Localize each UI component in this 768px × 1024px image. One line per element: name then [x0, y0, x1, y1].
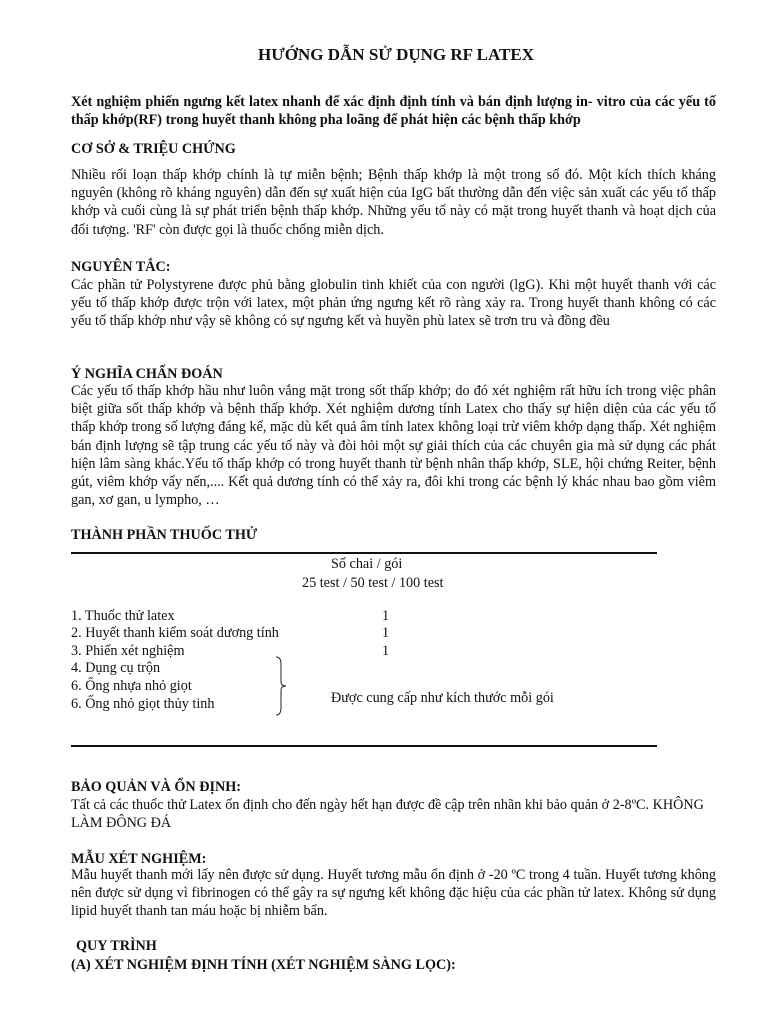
sample-paragraph: Mẫu huyết thanh mới lấy nên được sử dụng. Huyết tương mẫu ổn định ở -20 ºC trong 4 tuần. Huyết tương không nên được sử dụng vì fibrinogen có thể gây ra sự ngưng kết không đặc hiệu của các phần tử latex. Không sử dụng lipid huyết thanh tan máu hoặc bị nhiễm bẩn.: [71, 867, 716, 920]
bracket-icon: [275, 656, 291, 716]
storage-heading: BẢO QUẢN VÀ ỔN ĐỊNH:: [71, 779, 241, 795]
table-row-qty: 1: [382, 643, 390, 659]
table-top-rule: [71, 552, 657, 554]
table-row-item: 1. Thuốc thử latex: [71, 608, 175, 624]
table-row-item: 3. Phiến xét nghiệm: [71, 643, 185, 659]
sample-heading: MẪU XÉT NGHIỆM:: [71, 851, 207, 867]
basis-paragraph: Nhiều rối loạn thấp khớp chính là tự miễn bệnh; Bệnh thấp khớp là một trong số đó. Một kích thích kháng nguyên (không rõ kháng nguyên) dẫn đến sự xuất hiện của IgG bất thường dẫn đến việc sản xuất các yếu tố thấp khớp và cuối cùng là sự phát triển bệnh thấp khớp. Những yếu tố này có mặt trong huyết thanh và hoạt dịch của đối tượng. 'RF' còn được gọi là thuốc chống miễn dịch.: [71, 167, 716, 238]
reagents-heading: THÀNH PHẦN THUỐC THỬ: [71, 527, 258, 543]
document-title: HƯỚNG DẪN SỬ DỤNG RF LATEX: [258, 45, 534, 64]
table-row-item: 2. Huyết thanh kiểm soát dương tính: [71, 625, 279, 641]
table-row-item: 6. Ống nhỏ giọt thủy tinh: [71, 696, 215, 712]
procedure-subheading: (A) XÉT NGHIỆM ĐỊNH TÍNH (XÉT NGHIỆM SÀNG LỌC):: [71, 957, 456, 973]
table-bottom-rule: [71, 745, 657, 747]
principle-paragraph: Các phần tử Polystyrene được phủ bằng globulin tinh khiết của con người (lgG). Khi một huyết thanh với các yếu tố thấp khớp được trộn với latex, một phản ứng ngưng kết rõ ràng xảy ra. Trong huyết thanh không có các yếu tố thấp khớp như vậy sẽ không có sự ngưng kết và huyền phù latex sẽ trơn tru và đồng đều: [71, 277, 716, 330]
basis-heading: CƠ SỞ & TRIỆU CHỨNG: [71, 141, 236, 157]
table-header-bottles: Số chai / gói: [331, 556, 403, 572]
storage-paragraph: Tất cả các thuốc thử Latex ổn định cho đến ngày hết hạn được đề cập trên nhãn khi bảo quản ở 2-8ºC. KHÔNG LÀM ĐÔNG ĐÁ: [71, 797, 704, 832]
table-row-qty: 1: [382, 608, 390, 624]
supplied-note: Được cung cấp như kích thước mỗi gói: [331, 690, 554, 706]
table-header-tests: 25 test / 50 test / 100 test: [302, 575, 444, 591]
principle-heading: NGUYÊN TẮC:: [71, 259, 171, 275]
table-row-item: 4. Dụng cụ trộn: [71, 660, 161, 676]
procedure-heading: QUY TRÌNH: [76, 938, 157, 954]
intro-paragraph: Xét nghiệm phiến ngưng kết latex nhanh để xác định định tính và bán định lượng in- vitro của các yếu tố thấp khớp(RF) trong huyết thanh không pha loãng để phát hiện các bệnh thấp khớp: [71, 94, 716, 129]
diagnostic-paragraph: Các yếu tố thấp khớp hầu như luôn vắng mặt trong sốt thấp khớp; do đó xét nghiệm rất hữu ích trong việc phân biệt giữa sốt thấp khớp và bệnh thấp khớp. Xét nghiệm dương tính Latex cho thấy sự hiện diện của các yếu tố thấp khớp trong số lượng đáng kể, mặc dù kết quả âm tính latex không loại trừ viêm khớp dạng thấp. Xét nghiệm bán định lượng sẽ tập trung các yếu tố này và đòi hỏi một sự giải thích của các chuyên gia mà sử dụng các phát hiện lâm sàng khác.Yếu tố thấp khớp có trong huyết thanh từ bệnh nhân thấp khớp, SLE, hội chứng Reiter, bệnh gút, viêm khớp vẩy nến,.... Kết quả dương tính có thể xảy ra, đôi khi trong các bệnh lý khác nhau bao gồm viêm gan, xơ gan, u lympho, …: [71, 383, 716, 509]
table-row-item: 6. Ống nhựa nhỏ giọt: [71, 678, 192, 694]
diagnostic-heading: Ý NGHĨA CHẨN ĐOÁN: [71, 366, 223, 382]
table-row-qty: 1: [382, 625, 390, 641]
